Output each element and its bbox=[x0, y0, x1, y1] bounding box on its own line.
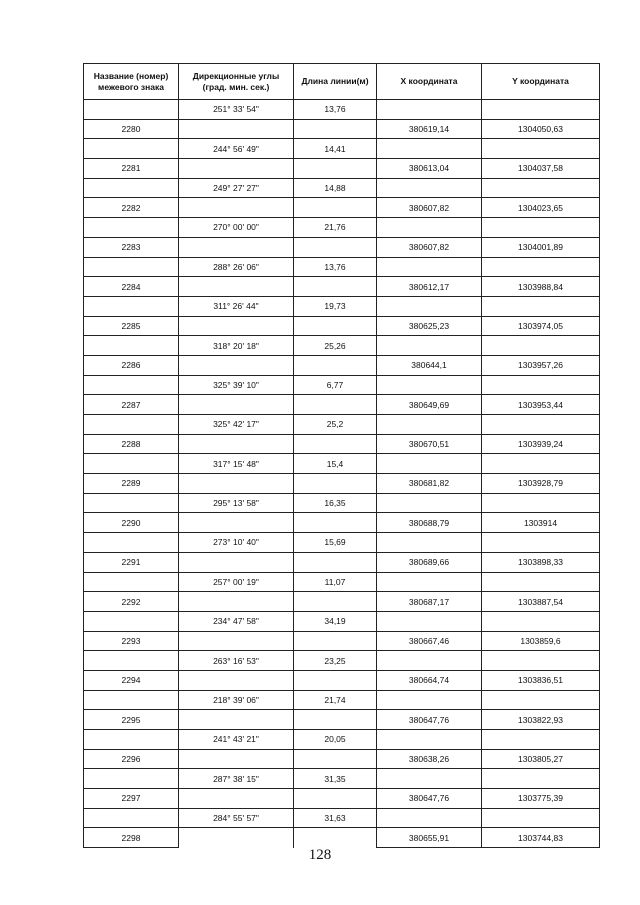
point-name-cell: 2281 bbox=[84, 159, 179, 179]
length-cell: 25,2 bbox=[294, 415, 377, 435]
x-coordinate-cell bbox=[377, 139, 482, 159]
point-name-cell: 2294 bbox=[84, 670, 179, 690]
line-row bbox=[84, 533, 600, 553]
point-name-cell: 2286 bbox=[84, 355, 179, 375]
point-name-cell bbox=[84, 178, 179, 198]
length-cell bbox=[294, 474, 377, 494]
point-name-cell: 2297 bbox=[84, 789, 179, 809]
x-coordinate-cell: 380619,14 bbox=[377, 119, 482, 139]
page-number: 128 bbox=[308, 847, 332, 863]
y-coordinate-cell: 1303836,51 bbox=[482, 670, 600, 690]
length-cell bbox=[294, 513, 377, 533]
point-row bbox=[84, 395, 600, 415]
length-cell bbox=[294, 237, 377, 257]
angle-cell bbox=[179, 789, 294, 809]
point-name-cell: 2290 bbox=[84, 513, 179, 533]
boundary-points-table-container bbox=[83, 63, 599, 848]
x-coordinate-cell: 380687,17 bbox=[377, 592, 482, 612]
x-coordinate-cell: 380612,17 bbox=[377, 277, 482, 297]
angle-cell: 284° 55' 57" bbox=[179, 808, 294, 828]
line-row bbox=[84, 493, 600, 513]
y-coordinate-cell: 1303822,93 bbox=[482, 710, 600, 730]
length-cell: 14,41 bbox=[294, 139, 377, 159]
point-name-cell bbox=[84, 730, 179, 750]
x-coordinate-cell: 380607,82 bbox=[377, 237, 482, 257]
line-row bbox=[84, 572, 600, 592]
y-coordinate-cell: 1303988,84 bbox=[482, 277, 600, 297]
angle-cell bbox=[179, 198, 294, 218]
angle-cell bbox=[179, 828, 294, 848]
point-name-cell: 2280 bbox=[84, 119, 179, 139]
x-coordinate-cell bbox=[377, 690, 482, 710]
length-cell: 13,76 bbox=[294, 257, 377, 277]
y-coordinate-cell bbox=[482, 611, 600, 631]
point-row bbox=[84, 552, 600, 572]
point-row bbox=[84, 316, 600, 336]
angle-cell bbox=[179, 237, 294, 257]
point-name-cell: 2284 bbox=[84, 277, 179, 297]
y-coordinate-cell: 1303898,33 bbox=[482, 552, 600, 572]
y-coordinate-cell: 1303953,44 bbox=[482, 395, 600, 415]
line-row bbox=[84, 808, 600, 828]
line-row bbox=[84, 178, 600, 198]
y-coordinate-cell: 1303805,27 bbox=[482, 749, 600, 769]
point-name-cell bbox=[84, 454, 179, 474]
length-cell: 25,26 bbox=[294, 336, 377, 356]
header-y: Y координата bbox=[482, 64, 600, 100]
line-row bbox=[84, 651, 600, 671]
line-row bbox=[84, 690, 600, 710]
point-row bbox=[84, 474, 600, 494]
x-coordinate-cell bbox=[377, 454, 482, 474]
angle-cell bbox=[179, 631, 294, 651]
y-coordinate-cell: 1303887,54 bbox=[482, 592, 600, 612]
point-row bbox=[84, 159, 600, 179]
x-coordinate-cell bbox=[377, 769, 482, 789]
length-cell: 15,4 bbox=[294, 454, 377, 474]
line-row bbox=[84, 730, 600, 750]
line-row bbox=[84, 336, 600, 356]
point-name-cell bbox=[84, 139, 179, 159]
angle-cell: 244° 56' 49" bbox=[179, 139, 294, 159]
length-cell: 15,69 bbox=[294, 533, 377, 553]
point-name-cell bbox=[84, 218, 179, 238]
point-name-cell: 2288 bbox=[84, 434, 179, 454]
y-coordinate-cell: 1303974,05 bbox=[482, 316, 600, 336]
y-coordinate-cell bbox=[482, 769, 600, 789]
angle-cell: 311° 26' 44" bbox=[179, 296, 294, 316]
y-coordinate-cell bbox=[482, 493, 600, 513]
angle-cell bbox=[179, 395, 294, 415]
y-coordinate-cell: 1303775,39 bbox=[482, 789, 600, 809]
point-name-cell bbox=[84, 611, 179, 631]
length-cell bbox=[294, 159, 377, 179]
angle-cell bbox=[179, 710, 294, 730]
point-row bbox=[84, 710, 600, 730]
x-coordinate-cell: 380681,82 bbox=[377, 474, 482, 494]
header-angle: Дирекционные углы (град. мин. сек.) bbox=[179, 64, 294, 100]
y-coordinate-cell bbox=[482, 808, 600, 828]
point-row bbox=[84, 749, 600, 769]
length-cell: 21,76 bbox=[294, 218, 377, 238]
point-name-cell: 2289 bbox=[84, 474, 179, 494]
x-coordinate-cell bbox=[377, 730, 482, 750]
y-coordinate-cell bbox=[482, 375, 600, 395]
point-name-cell: 2298 bbox=[84, 828, 179, 848]
length-cell: 21,74 bbox=[294, 690, 377, 710]
y-coordinate-cell: 1303928,79 bbox=[482, 474, 600, 494]
x-coordinate-cell bbox=[377, 296, 482, 316]
x-coordinate-cell: 380647,76 bbox=[377, 710, 482, 730]
y-coordinate-cell: 1303914 bbox=[482, 513, 600, 533]
line-row bbox=[84, 454, 600, 474]
point-row bbox=[84, 592, 600, 612]
x-coordinate-cell: 380638,26 bbox=[377, 749, 482, 769]
y-coordinate-cell bbox=[482, 296, 600, 316]
x-coordinate-cell bbox=[377, 415, 482, 435]
x-coordinate-cell: 380625,23 bbox=[377, 316, 482, 336]
x-coordinate-cell bbox=[377, 375, 482, 395]
x-coordinate-cell: 380664,74 bbox=[377, 670, 482, 690]
x-coordinate-cell bbox=[377, 257, 482, 277]
length-cell: 13,76 bbox=[294, 100, 377, 120]
line-row bbox=[84, 296, 600, 316]
y-coordinate-cell: 1303859,6 bbox=[482, 631, 600, 651]
length-cell: 6,77 bbox=[294, 375, 377, 395]
angle-cell bbox=[179, 316, 294, 336]
point-name-cell: 2282 bbox=[84, 198, 179, 218]
x-coordinate-cell: 380647,76 bbox=[377, 789, 482, 809]
y-coordinate-cell bbox=[482, 730, 600, 750]
point-name-cell bbox=[84, 415, 179, 435]
point-name-cell: 2285 bbox=[84, 316, 179, 336]
angle-cell bbox=[179, 670, 294, 690]
length-cell: 31,35 bbox=[294, 769, 377, 789]
point-row bbox=[84, 670, 600, 690]
point-name-cell: 2283 bbox=[84, 237, 179, 257]
angle-cell bbox=[179, 277, 294, 297]
angle-cell: 288° 26' 06" bbox=[179, 257, 294, 277]
y-coordinate-cell bbox=[482, 454, 600, 474]
point-row bbox=[84, 277, 600, 297]
x-coordinate-cell bbox=[377, 178, 482, 198]
y-coordinate-cell bbox=[482, 572, 600, 592]
angle-cell: 325° 42' 17" bbox=[179, 415, 294, 435]
header-name: Название (номер) межевого знака bbox=[84, 64, 179, 100]
angle-cell bbox=[179, 749, 294, 769]
angle-cell bbox=[179, 119, 294, 139]
x-coordinate-cell: 380607,82 bbox=[377, 198, 482, 218]
x-coordinate-cell: 380649,69 bbox=[377, 395, 482, 415]
line-row bbox=[84, 139, 600, 159]
angle-cell bbox=[179, 513, 294, 533]
length-cell bbox=[294, 828, 377, 848]
angle-cell: 257° 00' 19" bbox=[179, 572, 294, 592]
length-cell: 20,05 bbox=[294, 730, 377, 750]
x-coordinate-cell bbox=[377, 493, 482, 513]
x-coordinate-cell: 380655,91 bbox=[377, 828, 482, 848]
point-name-cell bbox=[84, 533, 179, 553]
point-row bbox=[84, 631, 600, 651]
line-row bbox=[84, 257, 600, 277]
x-coordinate-cell: 380667,46 bbox=[377, 631, 482, 651]
point-name-cell bbox=[84, 375, 179, 395]
point-name-cell bbox=[84, 572, 179, 592]
x-coordinate-cell bbox=[377, 100, 482, 120]
length-cell bbox=[294, 552, 377, 572]
length-cell bbox=[294, 670, 377, 690]
point-row bbox=[84, 198, 600, 218]
length-cell: 23,25 bbox=[294, 651, 377, 671]
point-name-cell bbox=[84, 651, 179, 671]
angle-cell: 317° 15' 48" bbox=[179, 454, 294, 474]
y-coordinate-cell bbox=[482, 415, 600, 435]
y-coordinate-cell: 1304023,65 bbox=[482, 198, 600, 218]
length-cell bbox=[294, 316, 377, 336]
length-cell bbox=[294, 277, 377, 297]
y-coordinate-cell: 1304050,63 bbox=[482, 119, 600, 139]
x-coordinate-cell bbox=[377, 336, 482, 356]
angle-cell bbox=[179, 434, 294, 454]
y-coordinate-cell bbox=[482, 100, 600, 120]
angle-cell bbox=[179, 355, 294, 375]
y-coordinate-cell bbox=[482, 178, 600, 198]
angle-cell: 263° 16' 53" bbox=[179, 651, 294, 671]
table-body bbox=[84, 100, 600, 848]
y-coordinate-cell bbox=[482, 651, 600, 671]
angle-cell: 218° 39' 06" bbox=[179, 690, 294, 710]
angle-cell: 318° 20' 18" bbox=[179, 336, 294, 356]
y-coordinate-cell: 1303744,83 bbox=[482, 828, 600, 848]
length-cell bbox=[294, 710, 377, 730]
y-coordinate-cell bbox=[482, 218, 600, 238]
point-row bbox=[84, 237, 600, 257]
y-coordinate-cell bbox=[482, 257, 600, 277]
point-row bbox=[84, 434, 600, 454]
point-row bbox=[84, 355, 600, 375]
x-coordinate-cell: 380644,1 bbox=[377, 355, 482, 375]
length-cell: 14,88 bbox=[294, 178, 377, 198]
y-coordinate-cell: 1303957,26 bbox=[482, 355, 600, 375]
point-row bbox=[84, 513, 600, 533]
angle-cell: 287° 38' 15" bbox=[179, 769, 294, 789]
y-coordinate-cell bbox=[482, 139, 600, 159]
length-cell: 16,35 bbox=[294, 493, 377, 513]
x-coordinate-cell: 380688,79 bbox=[377, 513, 482, 533]
point-name-cell: 2291 bbox=[84, 552, 179, 572]
length-cell: 19,73 bbox=[294, 296, 377, 316]
length-cell: 11,07 bbox=[294, 572, 377, 592]
angle-cell: 234° 47' 58" bbox=[179, 611, 294, 631]
angle-cell: 241° 43' 21" bbox=[179, 730, 294, 750]
angle-cell bbox=[179, 474, 294, 494]
angle-cell bbox=[179, 159, 294, 179]
y-coordinate-cell bbox=[482, 336, 600, 356]
point-name-cell bbox=[84, 336, 179, 356]
point-name-cell bbox=[84, 769, 179, 789]
angle-cell: 270° 00' 00" bbox=[179, 218, 294, 238]
y-coordinate-cell: 1303939,24 bbox=[482, 434, 600, 454]
angle-cell: 273° 10' 40" bbox=[179, 533, 294, 553]
line-row bbox=[84, 375, 600, 395]
angle-cell: 325° 39' 10" bbox=[179, 375, 294, 395]
length-cell bbox=[294, 592, 377, 612]
point-name-cell bbox=[84, 690, 179, 710]
point-name-cell: 2295 bbox=[84, 710, 179, 730]
x-coordinate-cell bbox=[377, 611, 482, 631]
angle-cell: 249° 27' 27" bbox=[179, 178, 294, 198]
line-row bbox=[84, 769, 600, 789]
length-cell: 34,19 bbox=[294, 611, 377, 631]
line-row bbox=[84, 611, 600, 631]
point-name-cell: 2296 bbox=[84, 749, 179, 769]
x-coordinate-cell bbox=[377, 572, 482, 592]
line-row bbox=[84, 415, 600, 435]
x-coordinate-cell: 380613,04 bbox=[377, 159, 482, 179]
x-coordinate-cell bbox=[377, 651, 482, 671]
boundary-points-table bbox=[83, 63, 600, 848]
point-row bbox=[84, 789, 600, 809]
length-cell bbox=[294, 789, 377, 809]
length-cell: 31,63 bbox=[294, 808, 377, 828]
line-row bbox=[84, 100, 600, 120]
length-cell bbox=[294, 631, 377, 651]
point-name-cell bbox=[84, 808, 179, 828]
y-coordinate-cell bbox=[482, 533, 600, 553]
point-name-cell bbox=[84, 493, 179, 513]
point-row bbox=[84, 828, 600, 848]
x-coordinate-cell bbox=[377, 218, 482, 238]
table-header-row bbox=[84, 64, 600, 100]
length-cell bbox=[294, 434, 377, 454]
y-coordinate-cell bbox=[482, 690, 600, 710]
x-coordinate-cell: 380670,51 bbox=[377, 434, 482, 454]
length-cell bbox=[294, 198, 377, 218]
y-coordinate-cell: 1304001,89 bbox=[482, 237, 600, 257]
header-x: X координата bbox=[377, 64, 482, 100]
point-name-cell bbox=[84, 257, 179, 277]
point-name-cell: 2293 bbox=[84, 631, 179, 651]
length-cell bbox=[294, 749, 377, 769]
point-name-cell bbox=[84, 296, 179, 316]
x-coordinate-cell bbox=[377, 808, 482, 828]
y-coordinate-cell: 1304037,58 bbox=[482, 159, 600, 179]
angle-cell: 251° 33' 54" bbox=[179, 100, 294, 120]
angle-cell bbox=[179, 552, 294, 572]
line-row bbox=[84, 218, 600, 238]
x-coordinate-cell: 380689,66 bbox=[377, 552, 482, 572]
length-cell bbox=[294, 119, 377, 139]
point-name-cell: 2292 bbox=[84, 592, 179, 612]
x-coordinate-cell bbox=[377, 533, 482, 553]
header-length: Длина линии(м) bbox=[294, 64, 377, 100]
point-name-cell bbox=[84, 100, 179, 120]
angle-cell bbox=[179, 592, 294, 612]
point-name-cell: 2287 bbox=[84, 395, 179, 415]
point-row bbox=[84, 119, 600, 139]
length-cell bbox=[294, 395, 377, 415]
angle-cell: 295° 13' 58" bbox=[179, 493, 294, 513]
length-cell bbox=[294, 355, 377, 375]
